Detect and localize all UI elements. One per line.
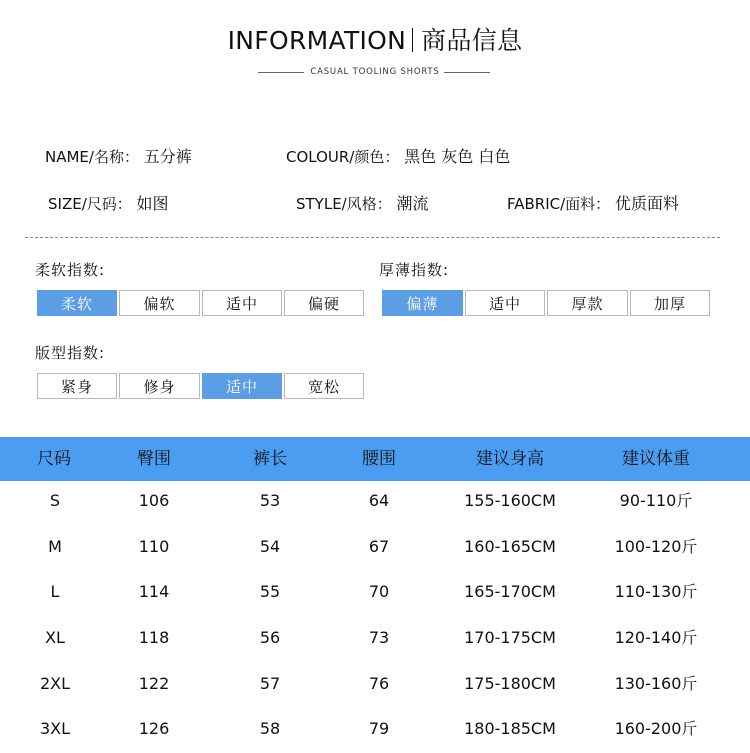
table-cell: 2XL [39, 674, 71, 693]
fit-title: 版型指数: [35, 344, 106, 362]
table-cell: 73 [368, 628, 390, 647]
table-cell: 100-120斤 [614, 537, 698, 556]
table-cell: 55 [259, 582, 281, 601]
softness-option-2[interactable]: 适中 [202, 290, 282, 316]
header-hip: 臀围 [137, 449, 171, 469]
table-cell: 180-185CM [464, 719, 556, 738]
table-cell: 160-165CM [464, 537, 556, 556]
style-value: 潮流 [396, 194, 429, 213]
table-cell: 170-175CM [464, 628, 556, 647]
title-cn: 商品信息 [421, 26, 523, 55]
fit-option-0[interactable]: 紧身 [37, 373, 117, 399]
name-value: 五分裤 [143, 147, 192, 166]
table-cell: 175-180CM [464, 674, 556, 693]
fit-option-1[interactable]: 修身 [119, 373, 200, 399]
table-cell: 64 [368, 491, 390, 510]
table-cell: 58 [259, 719, 281, 738]
table-cell: 3XL [39, 719, 71, 738]
table-cell: 56 [259, 628, 281, 647]
thickness-option-2[interactable]: 厚款 [547, 290, 628, 316]
header-waist: 腰围 [362, 449, 396, 469]
header-length: 裤长 [253, 449, 287, 469]
table-cell: 130-160斤 [614, 674, 698, 693]
table-cell: 110-130斤 [614, 582, 698, 601]
table-cell: 67 [368, 537, 390, 556]
thickness-title: 厚薄指数: [379, 261, 450, 279]
table-cell: 120-140斤 [614, 628, 698, 647]
table-cell: XL [45, 628, 65, 647]
softness-title: 柔软指数: [35, 261, 106, 279]
table-cell: 118 [138, 628, 170, 647]
table-cell: 155-160CM [464, 491, 556, 510]
fit-option-2[interactable]: 适中 [202, 373, 282, 399]
table-cell: M [48, 537, 62, 556]
table-cell: 53 [259, 491, 281, 510]
fit-option-3[interactable]: 宽松 [284, 373, 364, 399]
title-en: INFORMATION [227, 26, 407, 55]
table-cell: 54 [259, 537, 281, 556]
name-label: NAME/名称： [45, 148, 139, 166]
table-cell: L [50, 582, 60, 601]
table-cell: 126 [138, 719, 170, 738]
style-label: STYLE/风格： [296, 195, 392, 213]
header-weight: 建议体重 [622, 449, 690, 469]
table-cell: 106 [138, 491, 170, 510]
table-cell: 90-110斤 [619, 491, 693, 510]
colour-label: COLOUR/颜色： [286, 148, 400, 166]
fabric-value: 优质面料 [614, 194, 679, 213]
thickness-option-1[interactable]: 适中 [465, 290, 545, 316]
fabric-label: FABRIC/面料： [507, 195, 611, 213]
table-cell: 57 [259, 674, 281, 693]
table-cell: 79 [368, 719, 390, 738]
softness-option-1[interactable]: 偏软 [119, 290, 200, 316]
table-cell: 114 [138, 582, 170, 601]
softness-option-3[interactable]: 偏硬 [284, 290, 364, 316]
table-cell: S [49, 491, 61, 510]
colour-value: 黑色 灰色 白色 [404, 147, 511, 166]
header-size: 尺码 [37, 449, 71, 469]
size-value: 如图 [136, 194, 169, 213]
table-cell: 70 [368, 582, 390, 601]
softness-option-0[interactable]: 柔软 [37, 290, 117, 316]
thickness-option-3[interactable]: 加厚 [630, 290, 710, 316]
table-cell: 110 [138, 537, 170, 556]
table-cell: 165-170CM [464, 582, 556, 601]
thickness-option-0[interactable]: 偏薄 [382, 290, 463, 316]
table-cell: 76 [368, 674, 390, 693]
table-cell: 122 [138, 674, 170, 693]
table-cell: 160-200斤 [614, 719, 698, 738]
subtitle: CASUAL TOOLING SHORTS [310, 67, 440, 77]
header-height: 建议身高 [476, 449, 544, 469]
size-label: SIZE/尺码： [48, 195, 132, 213]
